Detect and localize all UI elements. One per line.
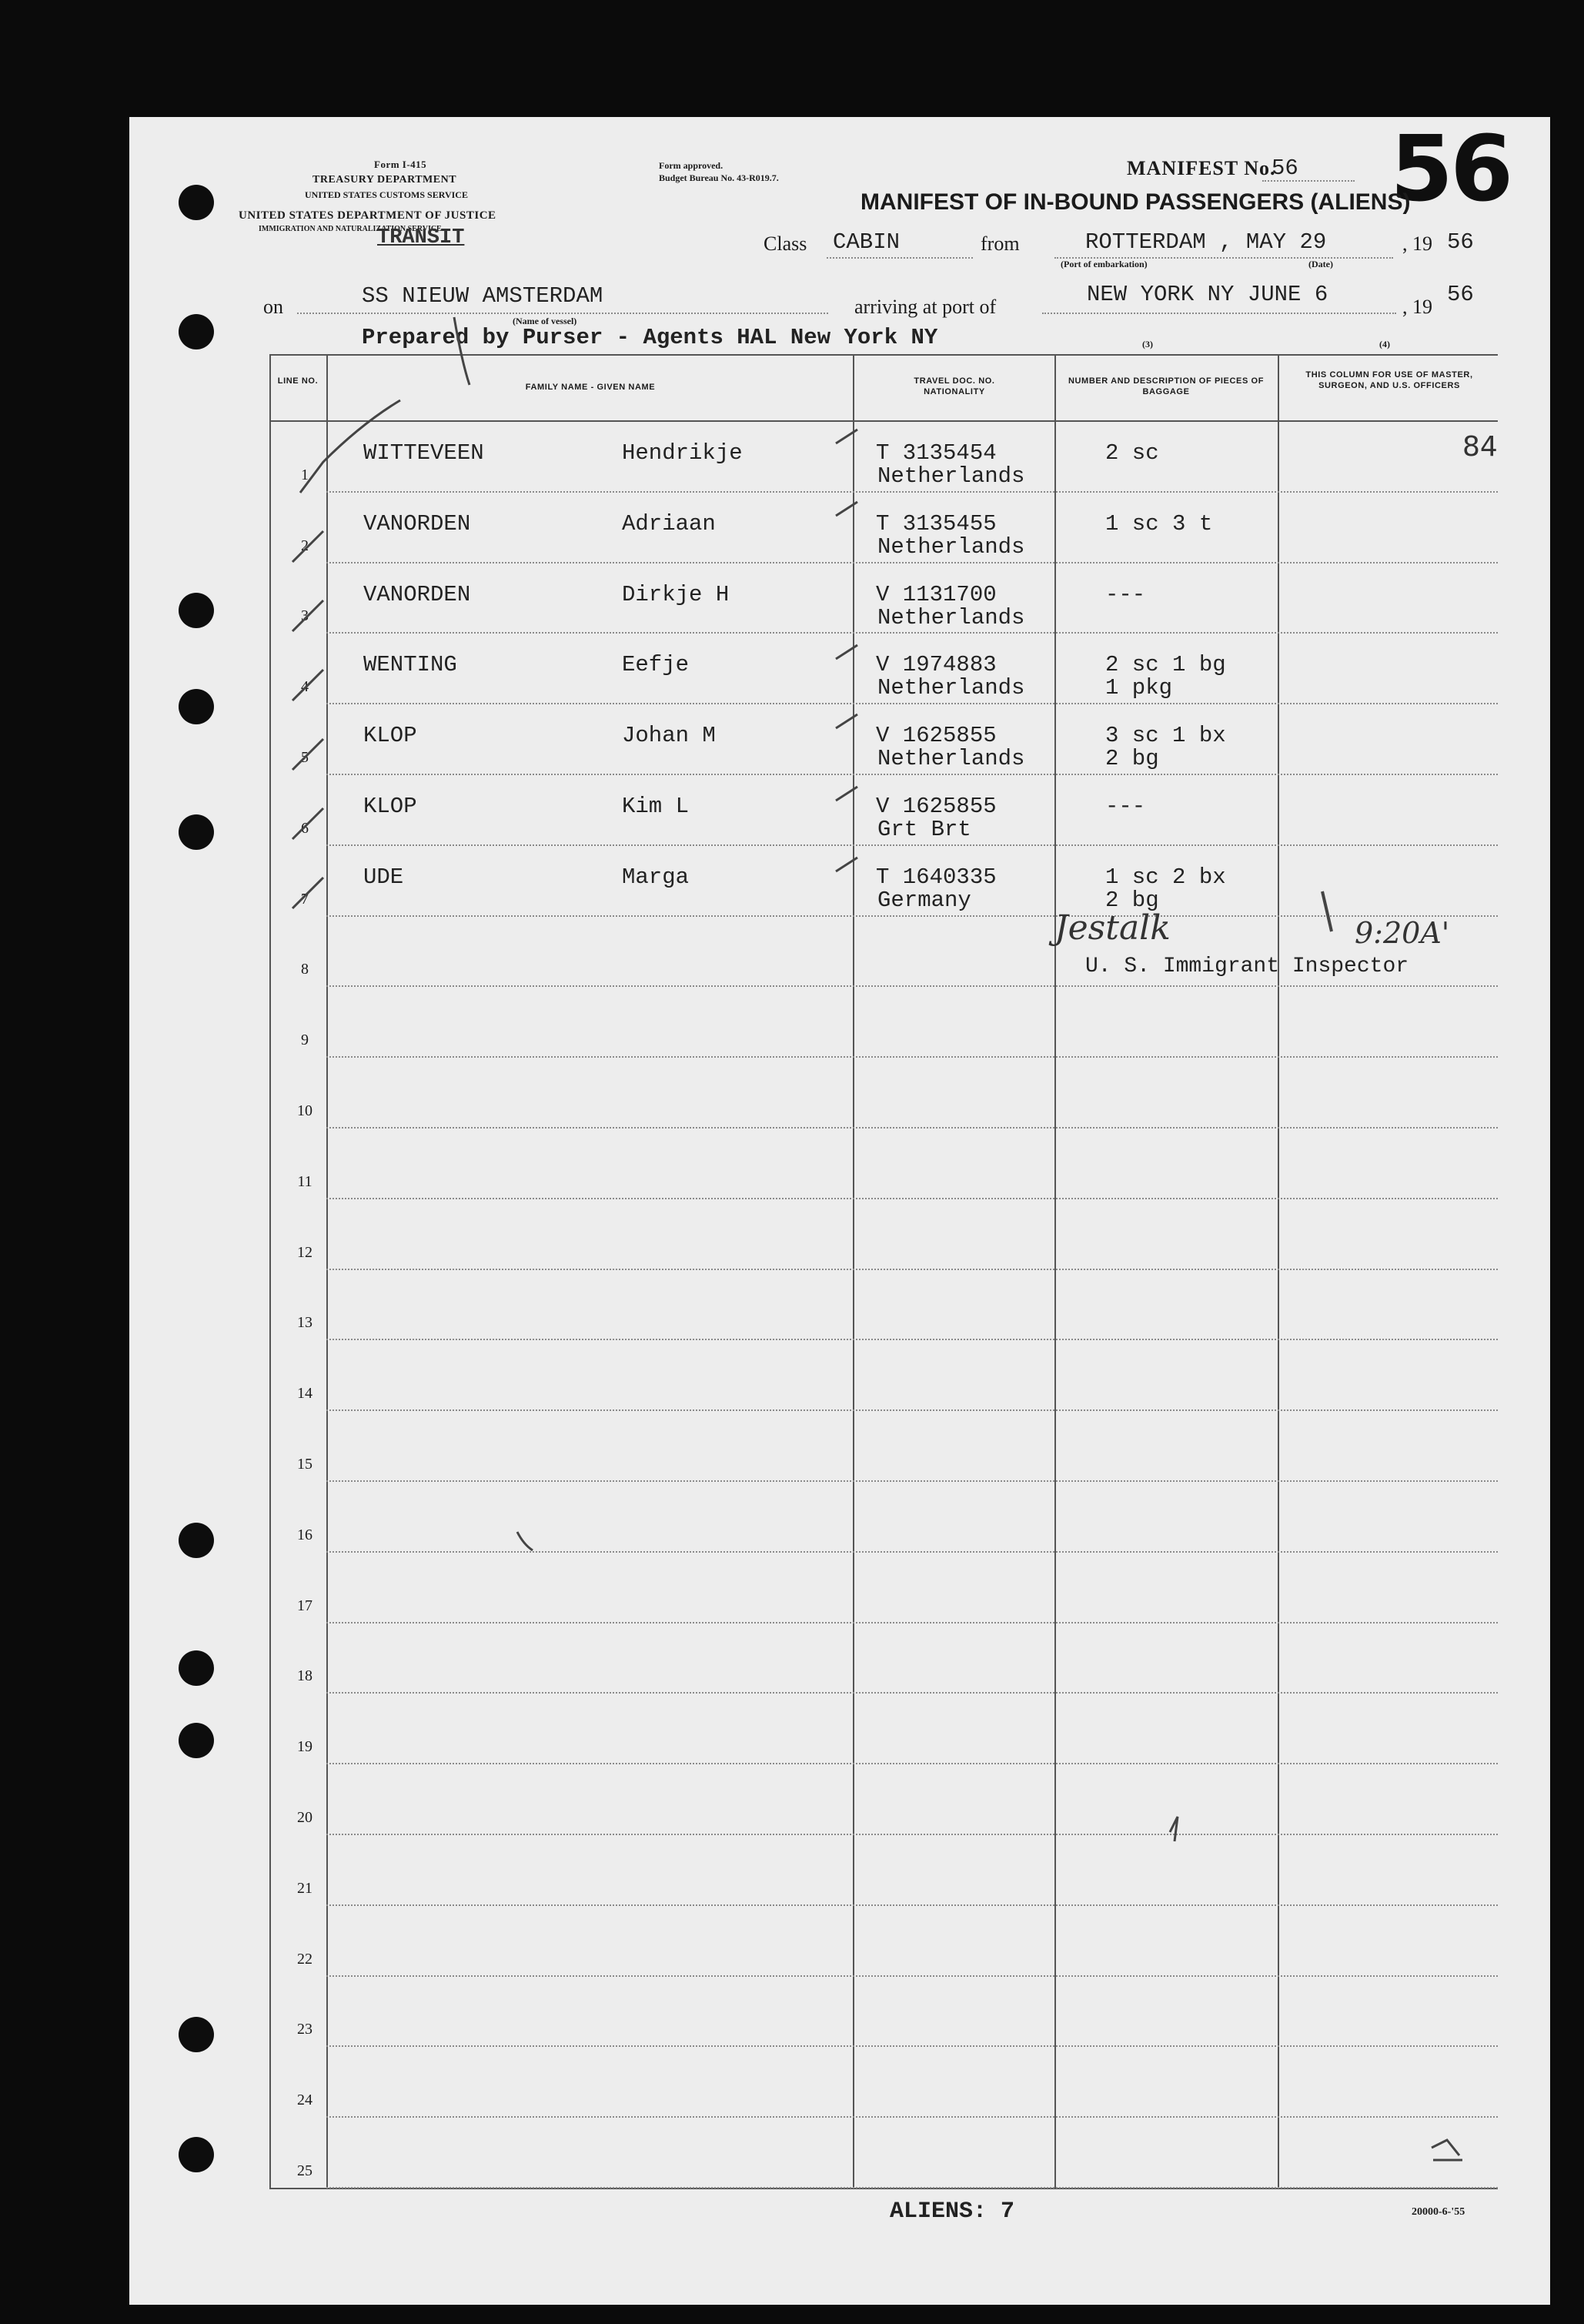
given-name: Hendrikje (622, 440, 743, 466)
class-value: CABIN (833, 229, 901, 255)
baggage-line-1: --- (1105, 794, 1146, 819)
form-number: Form I-415 (374, 159, 427, 170)
family-name: WENTING (363, 652, 457, 677)
given-name: Marga (622, 864, 690, 890)
line-number: 14 (297, 1385, 312, 1402)
check-mark (292, 670, 323, 701)
travel-doc-number: T 3135454 (876, 440, 997, 466)
header-line-no: LINE NO. (277, 376, 319, 386)
from-label: from (981, 232, 1020, 255)
line-number: 7 (301, 891, 309, 908)
manifest-number: 56 (1272, 155, 1298, 181)
inspector-signature: Jestalk (1054, 908, 1171, 948)
arrival-port-date: NEW YORK NY JUNE 6 (1087, 282, 1328, 307)
nationality: Netherlands (877, 746, 1025, 771)
family-name: UDE (363, 864, 404, 890)
travel-doc-number: V 1974883 (876, 652, 997, 677)
line-number: 21 (297, 1880, 312, 1897)
check-mark (300, 400, 400, 493)
line-number: 2 (301, 537, 309, 554)
check-mark (836, 858, 857, 871)
check-mark (836, 645, 857, 659)
pencil-stroke (517, 1532, 533, 1550)
line-number: 8 (301, 961, 309, 978)
vessel-caption: (Name of vessel) (513, 316, 577, 326)
year-2: 56 (1447, 282, 1474, 307)
year-prefix-1: , 19 (1402, 232, 1432, 255)
line-number: 10 (297, 1102, 312, 1119)
family-name: KLOP (363, 794, 417, 819)
header-travel: TRAVEL DOC. NO. NATIONALITY (914, 376, 995, 396)
pencil-stroke (1432, 2140, 1462, 2160)
big-manifest-number: 56 (1390, 115, 1511, 222)
line-number: 12 (297, 1244, 312, 1261)
dept-treasury-sub: UNITED STATES CUSTOMS SERVICE (305, 189, 468, 200)
line-number: 20 (297, 1809, 312, 1826)
check-mark (292, 878, 323, 908)
on-label: on (263, 296, 283, 318)
check-mark (836, 502, 857, 516)
header-officers: THIS COLUMN FOR USE OF MASTER, SURGEON, AND U.S. OFFICERS (1305, 370, 1473, 390)
manifest-title: MANIFEST OF IN-BOUND PASSENGERS (ALIENS) (861, 189, 1411, 215)
line-number: 5 (301, 749, 309, 766)
line-number: 24 (297, 2092, 312, 2108)
port-embark-caption: (Port of embarkation) (1061, 259, 1148, 269)
line-number: 18 (297, 1667, 312, 1684)
baggage-line-1: 2 sc 1 bg (1105, 652, 1226, 677)
given-name: Eefje (622, 652, 690, 677)
caption-3: (3) (1142, 339, 1153, 349)
baggage-line-1: 2 sc (1105, 440, 1159, 466)
line-number: 4 (301, 678, 309, 695)
prepared-by: Prepared by Purser - Agents HAL New York NY (362, 325, 938, 350)
baggage-line-1: 3 sc 1 bx (1105, 723, 1226, 748)
line-number: 6 (301, 820, 309, 837)
line-number: 1 (301, 466, 309, 483)
budget-bureau: Budget Bureau No. 43-R019.7. (659, 172, 779, 183)
print-code: 20000-6-'55 (1412, 2206, 1465, 2218)
transit-stamp: TRANSIT (377, 226, 465, 249)
family-name: VANORDEN (363, 582, 471, 607)
line-number: 3 (301, 607, 309, 624)
nationality: Netherlands (877, 534, 1025, 560)
arriving-label: arriving at port of (854, 296, 997, 318)
check-mark (292, 739, 323, 770)
nationality: Netherlands (877, 463, 1025, 489)
nationality: Netherlands (877, 675, 1025, 701)
form-approved: Form approved. (659, 160, 723, 171)
check-mark (836, 430, 857, 443)
travel-doc-number: V 1131700 (876, 582, 997, 607)
header-name: FAMILY NAME - GIVEN NAME (525, 383, 656, 392)
given-name: Adriaan (622, 511, 716, 537)
baggage-line-2: 2 bg (1105, 888, 1159, 913)
travel-doc-number: V 1625855 (876, 794, 997, 819)
class-label: Class (764, 232, 807, 255)
pencil-stroke (454, 317, 470, 385)
line-number: 25 (297, 2162, 312, 2179)
travel-doc-number: T 3135455 (876, 511, 997, 537)
given-name: Kim L (622, 794, 690, 819)
check-mark (292, 531, 323, 562)
line-number: 9 (301, 1032, 309, 1048)
given-name: Dirkje H (622, 582, 730, 607)
line-number: 17 (297, 1597, 312, 1614)
check-mark (836, 714, 857, 728)
line-number: 11 (297, 1173, 312, 1190)
manifest-label: MANIFEST No. (1127, 157, 1276, 179)
pencil-stroke (1322, 891, 1332, 931)
line-number: 15 (297, 1456, 312, 1473)
header-baggage: NUMBER AND DESCRIPTION OF PIECES OF BAGGAGE (1068, 376, 1265, 396)
vessel-name: SS NIEUW AMSTERDAM (362, 283, 603, 309)
baggage-line-1: --- (1105, 582, 1146, 607)
line-number: 19 (297, 1738, 312, 1755)
aliens-count: ALIENS: 7 (890, 2199, 1015, 2225)
line-number: 23 (297, 2021, 312, 2038)
line-number: 13 (297, 1314, 312, 1331)
travel-doc-number: T 1640335 (876, 864, 997, 890)
pencil-stroke (1170, 1817, 1178, 1841)
travel-doc-number: V 1625855 (876, 723, 997, 748)
line-number: 22 (297, 1951, 312, 1968)
from-value: ROTTERDAM , MAY 29 (1085, 229, 1327, 255)
family-name: KLOP (363, 723, 417, 748)
dept-treasury: TREASURY DEPARTMENT (312, 174, 457, 186)
line-number: 16 (297, 1526, 312, 1543)
baggage-line-2: 1 pkg (1105, 675, 1173, 701)
given-name: Johan M (622, 723, 716, 748)
baggage-line-2: 2 bg (1105, 746, 1159, 771)
baggage-line-1: 1 sc 3 t (1105, 511, 1213, 537)
date-caption: (Date) (1308, 259, 1333, 269)
officer-note: 84 (1462, 431, 1498, 463)
check-mark (292, 600, 323, 631)
year-1: 56 (1447, 229, 1474, 255)
family-name: VANORDEN (363, 511, 471, 537)
caption-4: (4) (1379, 339, 1390, 349)
family-name: WITTEVEEN (363, 440, 484, 466)
inspection-time: 9:20A' (1355, 916, 1450, 950)
dept-justice-sub: IMMIGRATION AND NATURALIZATION SERVICE (259, 225, 442, 233)
nationality: Grt Brt (877, 817, 971, 842)
nationality: Netherlands (877, 605, 1025, 630)
nationality: Germany (877, 888, 971, 913)
dept-justice: UNITED STATES DEPARTMENT OF JUSTICE (239, 209, 496, 222)
inspector-title: U. S. Immigrant Inspector (1085, 955, 1409, 978)
check-mark (292, 808, 323, 839)
year-prefix-2: , 19 (1402, 296, 1432, 318)
baggage-line-1: 1 sc 2 bx (1105, 864, 1226, 890)
check-mark (836, 787, 857, 801)
